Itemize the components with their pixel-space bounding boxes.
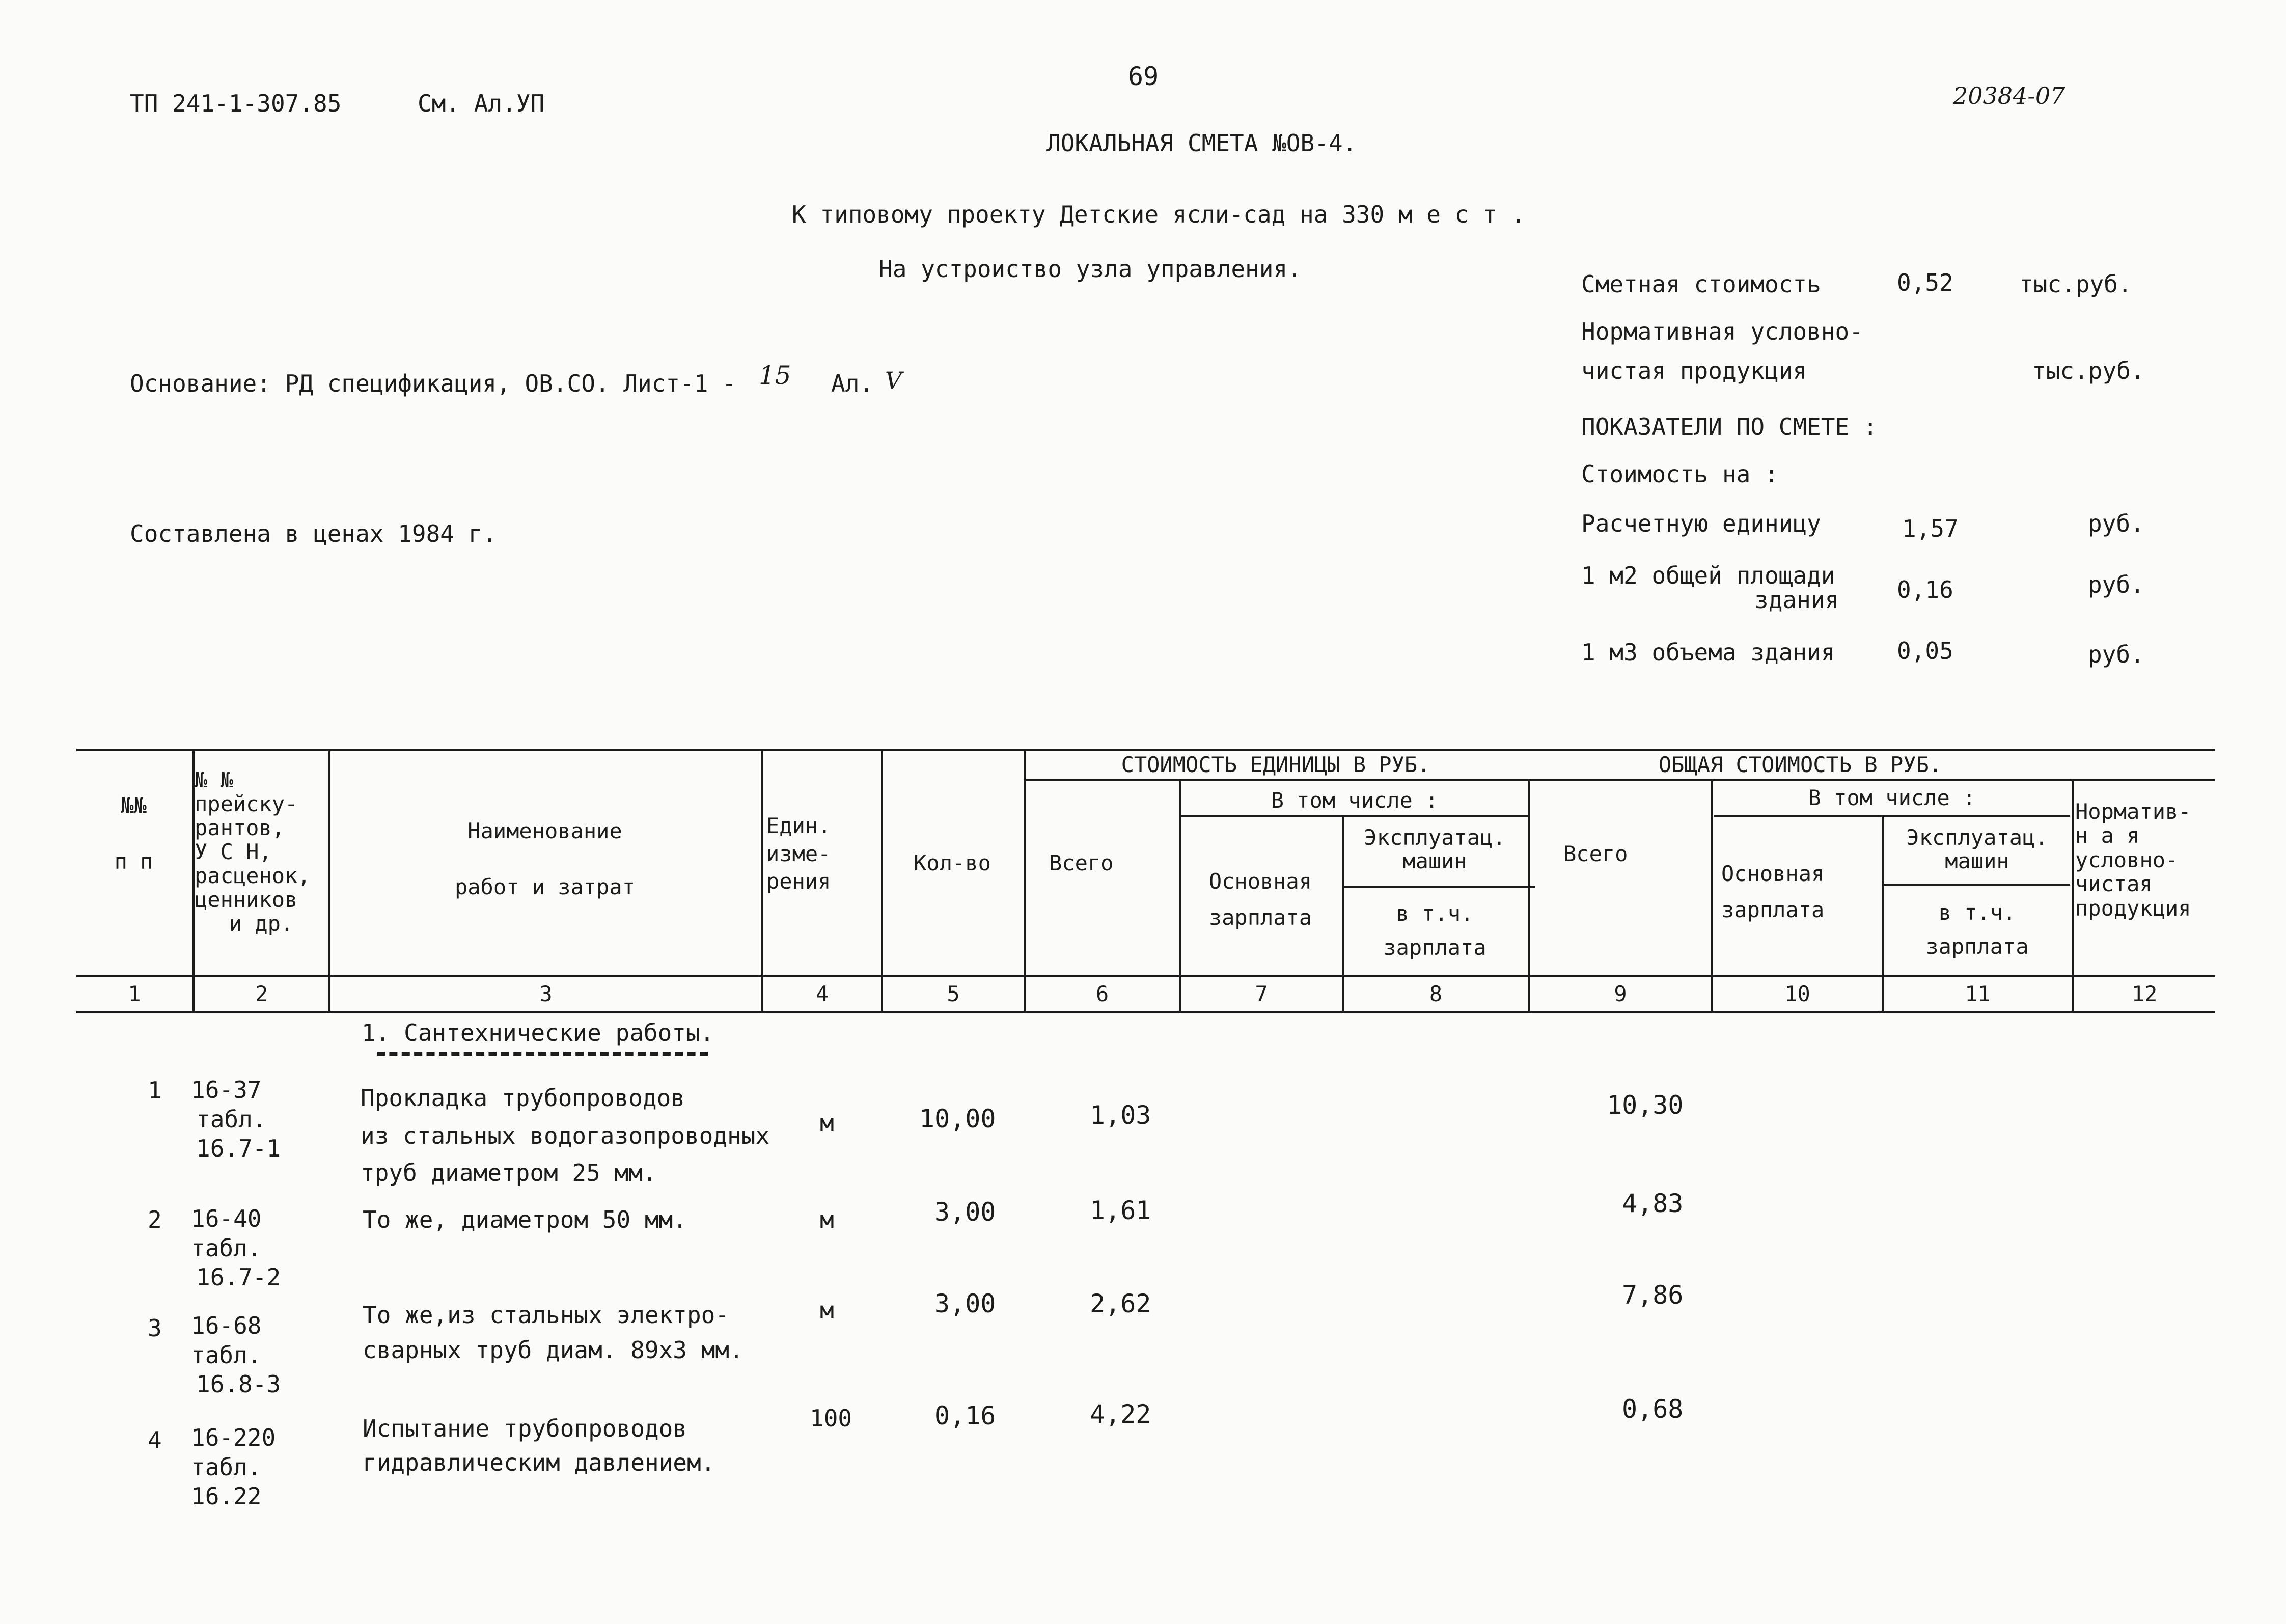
col2-header-line: № № bbox=[195, 767, 233, 792]
row-total: 0,68 bbox=[1622, 1394, 1684, 1424]
col12-header bbox=[2075, 800, 2213, 920]
per-m2-label-1: 1 м2 общей площади bbox=[1581, 562, 1835, 589]
row-number: 4 bbox=[148, 1426, 162, 1454]
subgroup-line-a bbox=[1181, 815, 1528, 817]
including-header-unit: В том числе : bbox=[1271, 788, 1439, 813]
col4-header-line: Един. bbox=[766, 813, 831, 838]
group-unit-cost-header: СТОИМОСТЬ ЕДИНИЦЫ В РУБ. bbox=[1121, 752, 1430, 777]
col12-header-line: условно- bbox=[2075, 847, 2179, 872]
col6-header: Всего bbox=[1049, 850, 1114, 875]
vline-5 bbox=[1024, 749, 1026, 1013]
per-unit-label: Расчетную единицу bbox=[1581, 510, 1821, 537]
per-unit-value: 1,57 bbox=[1902, 515, 1959, 542]
col1-header bbox=[76, 792, 191, 875]
section-title: 1. Сантехнические работы. bbox=[362, 1019, 714, 1047]
numbers-bottom-line bbox=[76, 1011, 2215, 1013]
normative-label-1: Нормативная условно- bbox=[1581, 318, 1863, 345]
row-code-line: 16.8-3 bbox=[196, 1370, 281, 1398]
row-name bbox=[363, 1412, 715, 1479]
including-header-total: В том числе : bbox=[1808, 785, 1976, 810]
basis-sheet-handwritten: 15 bbox=[759, 361, 791, 390]
estimate-title: ЛОКАЛЬНАЯ СМЕТА №ОВ-4. bbox=[1046, 129, 1357, 157]
row-unit-price: 1,61 bbox=[1090, 1196, 1151, 1225]
row-name-line: Прокладка трубопроводов bbox=[361, 1084, 685, 1112]
vline-11 bbox=[2072, 779, 2074, 1013]
col7-header-line: Основная bbox=[1208, 869, 1312, 894]
vline-9 bbox=[1711, 779, 1713, 1013]
album-ref: См. Ал.УП bbox=[418, 90, 545, 117]
row-name bbox=[363, 1298, 743, 1368]
row-code-line: табл. bbox=[191, 1453, 262, 1481]
row-unit: м bbox=[820, 1206, 834, 1233]
row-name: То же, диаметром 50 мм. bbox=[363, 1206, 687, 1233]
row-code bbox=[191, 1311, 281, 1399]
col-number: 3 bbox=[539, 981, 553, 1006]
project-line: К типовому проекту Детские ясли-сад на 330 м е с т . bbox=[792, 201, 1526, 228]
per-m2-label-2: здания bbox=[1754, 586, 1839, 614]
col10-header-line: Основная bbox=[1721, 861, 1825, 886]
basis-album-handwritten: V bbox=[885, 367, 902, 394]
row-code-line: 16.7-1 bbox=[196, 1135, 281, 1162]
col11-header-top bbox=[1884, 826, 2070, 873]
row-unit-price: 1,03 bbox=[1090, 1100, 1151, 1130]
header-bottom-line bbox=[76, 975, 2215, 977]
col8-split-line bbox=[1344, 886, 1535, 888]
col7-header-line: зарплата bbox=[1208, 905, 1312, 930]
basis-line: Основание: РД спецификация, ОВ.СО. Лист-1 - bbox=[130, 370, 736, 397]
per-m2-value: 0,16 bbox=[1897, 576, 1953, 603]
col1-header-line: №№ bbox=[121, 793, 147, 818]
col7-header bbox=[1181, 863, 1339, 936]
row-total: 4,83 bbox=[1622, 1189, 1684, 1218]
col-number: 6 bbox=[1095, 981, 1109, 1006]
col9-header: Всего bbox=[1563, 841, 1628, 866]
group-divider-line bbox=[1024, 779, 2215, 781]
col8-header-line: в т.ч. bbox=[1396, 901, 1474, 926]
col11-header-line: Эксплуатац. bbox=[1906, 825, 2048, 850]
row-code-line: 16-37 bbox=[191, 1076, 262, 1104]
estimated-cost-value: 0,52 bbox=[1897, 269, 1953, 296]
col2-header-line: прейску- bbox=[195, 791, 298, 817]
row-unit-price: 4,22 bbox=[1090, 1399, 1151, 1429]
col8-header-line: зарплата bbox=[1383, 935, 1486, 960]
row-name-line: из стальных водогазопроводных bbox=[361, 1121, 770, 1149]
col-number: 10 bbox=[1784, 981, 1810, 1006]
row-total: 10,30 bbox=[1607, 1090, 1684, 1120]
col12-header-line: продукция bbox=[2075, 895, 2191, 921]
col2-header-line: расценок, bbox=[195, 863, 311, 889]
row-code-line: табл. bbox=[191, 1341, 262, 1369]
col-number: 9 bbox=[1614, 981, 1627, 1006]
per-m3-label: 1 м3 объема здания bbox=[1581, 639, 1835, 666]
col2-header-line: рантов, bbox=[195, 815, 285, 841]
col11-split-line bbox=[1884, 884, 2070, 886]
col-number: 5 bbox=[947, 981, 960, 1006]
col-number: 7 bbox=[1255, 981, 1268, 1006]
row-name bbox=[361, 1080, 769, 1192]
col-number: 11 bbox=[1965, 981, 1991, 1006]
col11-header-line: зарплата bbox=[1925, 934, 2029, 959]
row-name-line: гидравлическим давлением. bbox=[363, 1448, 715, 1476]
per-m3-value: 0,05 bbox=[1897, 637, 1953, 665]
row-name-line: То же,из стальных электро- bbox=[363, 1301, 730, 1329]
inventory-number: 20384-07 bbox=[1953, 82, 2065, 109]
cost-per-label: Стоимость на : bbox=[1581, 460, 1779, 488]
vline-6 bbox=[1179, 779, 1181, 1013]
row-code-line: табл. bbox=[191, 1234, 262, 1262]
col3-header-line: работ и затрат bbox=[454, 874, 635, 899]
indicators-title: ПОКАЗАТЕЛИ ПО СМЕТЕ : bbox=[1581, 413, 1878, 441]
col2-header-line: и др. bbox=[229, 911, 294, 937]
vline-2 bbox=[328, 749, 330, 1013]
vline-8 bbox=[1528, 779, 1530, 1013]
col-number: 8 bbox=[1429, 981, 1443, 1006]
row-code bbox=[191, 1423, 276, 1511]
row-code-line: 16-68 bbox=[191, 1312, 262, 1339]
col10-header-line: зарплата bbox=[1721, 897, 1825, 923]
col2-header-line: У С Н, bbox=[195, 839, 272, 865]
section-title-underline bbox=[377, 1052, 708, 1056]
per-m2-unit: руб. bbox=[2088, 571, 2144, 598]
estimated-cost-label: Сметная стоимость bbox=[1581, 270, 1821, 298]
col-number: 12 bbox=[2131, 981, 2158, 1006]
row-code bbox=[191, 1076, 281, 1164]
row-unit: м bbox=[820, 1297, 834, 1324]
row-number: 3 bbox=[148, 1314, 162, 1342]
row-total: 7,86 bbox=[1622, 1280, 1684, 1310]
row-name-line: сварных труб диам. 89х3 мм. bbox=[363, 1336, 743, 1364]
normative-label-2: чистая продукция bbox=[1581, 357, 1807, 384]
row-code bbox=[191, 1204, 281, 1292]
normative-unit: тыс.руб. bbox=[2032, 357, 2145, 384]
group-total-cost-header: ОБЩАЯ СТОИМОСТЬ В РУБ. bbox=[1658, 752, 1942, 777]
row-unit: 100 bbox=[810, 1405, 852, 1432]
col3-header bbox=[331, 817, 759, 901]
basis-album: Ал. bbox=[831, 370, 874, 397]
row-name-line: труб диаметром 25 мм. bbox=[361, 1159, 657, 1187]
page-number: 69 bbox=[1128, 62, 1159, 91]
col2-header bbox=[195, 768, 328, 935]
row-quantity: 0,16 bbox=[934, 1401, 996, 1430]
estimated-cost-unit: тыс.руб. bbox=[2019, 270, 2132, 298]
per-m3-unit: руб. bbox=[2088, 641, 2144, 668]
row-code-line: 16-220 bbox=[191, 1424, 276, 1451]
col12-header-line: Норматив- bbox=[2075, 799, 2191, 824]
col8-header-bottom bbox=[1344, 896, 1525, 965]
row-code-line: 16-40 bbox=[191, 1205, 262, 1232]
col2-header-line: ценников bbox=[195, 887, 298, 913]
vline-3 bbox=[761, 749, 763, 1013]
col11-header-line: в т.ч. bbox=[1938, 900, 2016, 925]
col4-header bbox=[766, 812, 878, 896]
col8-header-line: Эксплуатац. bbox=[1364, 825, 1506, 850]
col-number: 1 bbox=[128, 981, 141, 1006]
purpose-line: На устроиство узла управления. bbox=[878, 255, 1302, 283]
row-number: 1 bbox=[148, 1077, 162, 1104]
row-unit-price: 2,62 bbox=[1090, 1289, 1151, 1318]
row-quantity: 3,00 bbox=[934, 1289, 996, 1318]
col-number: 4 bbox=[815, 981, 829, 1006]
col4-header-line: рения bbox=[766, 869, 831, 894]
row-code-line: табл. bbox=[196, 1105, 267, 1133]
col5-header: Кол-во bbox=[914, 850, 991, 875]
per-unit-unit: руб. bbox=[2088, 510, 2144, 537]
row-quantity: 3,00 bbox=[934, 1197, 996, 1227]
col-number: 2 bbox=[255, 981, 268, 1006]
prices-line: Составлена в ценах 1984 г. bbox=[130, 520, 497, 547]
row-code-line: 16.22 bbox=[191, 1482, 262, 1510]
doc-code: ТП 241-1-307.85 bbox=[130, 90, 342, 117]
col8-header-top bbox=[1344, 826, 1525, 873]
col3-header-line: Наименование bbox=[467, 818, 622, 843]
col12-header-line: чистая bbox=[2075, 871, 2153, 897]
col8-header-line: машин bbox=[1402, 848, 1467, 874]
row-code-line: 16.7-2 bbox=[196, 1263, 281, 1291]
col1-header-line: п п bbox=[114, 848, 153, 874]
row-number: 2 bbox=[148, 1206, 162, 1233]
subgroup-line-b bbox=[1714, 815, 2070, 817]
col10-header bbox=[1714, 856, 1887, 928]
col12-header-line: н а я bbox=[2075, 823, 2140, 848]
row-name-line: Испытание трубопроводов bbox=[363, 1415, 687, 1442]
col4-header-line: изме- bbox=[766, 841, 831, 866]
vline-4 bbox=[881, 749, 883, 1013]
col11-header-line: машин bbox=[1945, 848, 2009, 874]
row-unit: м bbox=[820, 1109, 834, 1137]
row-quantity: 10,00 bbox=[919, 1104, 996, 1134]
col11-header-bottom bbox=[1884, 895, 2070, 964]
